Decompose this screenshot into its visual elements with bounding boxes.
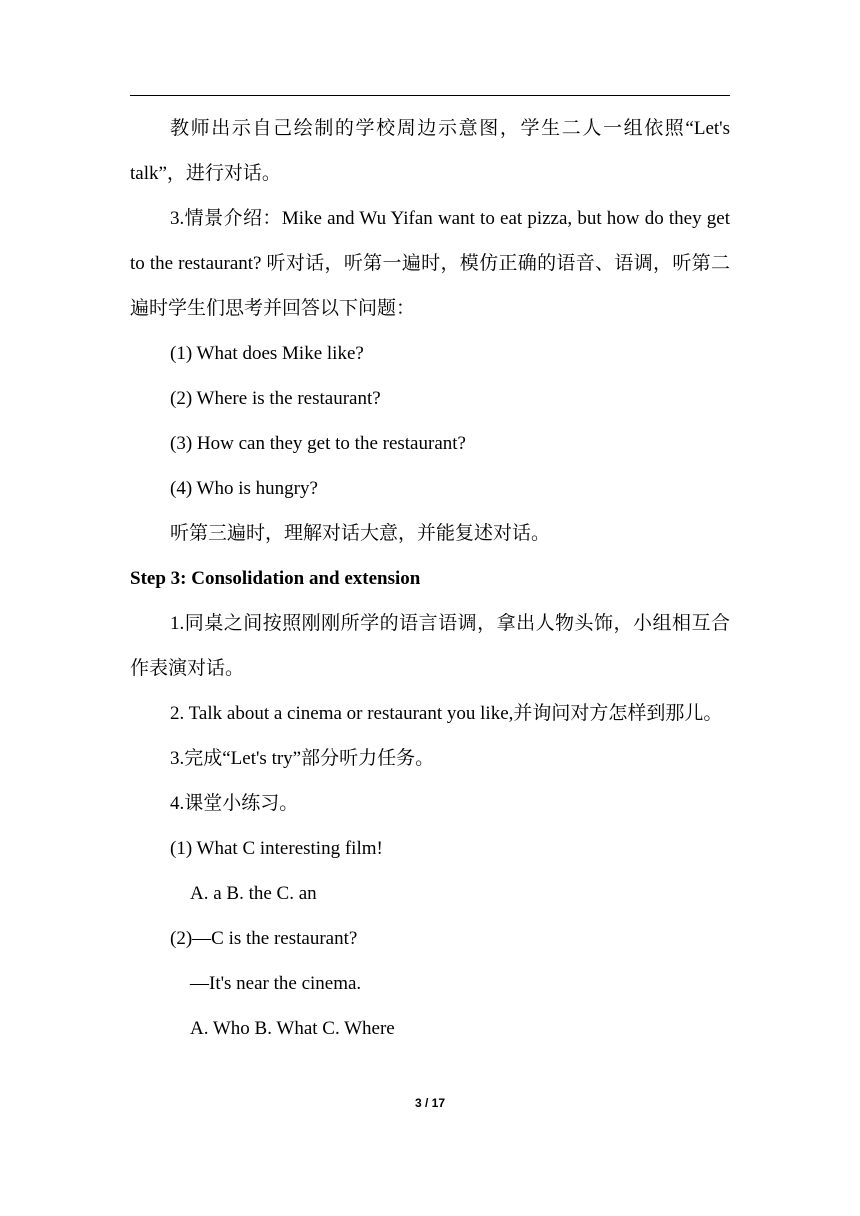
- question-item: (4) Who is hungry?: [170, 478, 318, 499]
- paragraph: 3.完成“Let's try”部分听力任务。: [170, 748, 435, 769]
- exercise-answer-line: —It's near the cinema.: [190, 973, 362, 994]
- paragraph: 2. Talk about a cinema or restaurant you like,并询问对方怎样到那儿。: [170, 703, 723, 724]
- question-item: (2) Where is the restaurant?: [170, 388, 381, 409]
- header-rule: [130, 95, 730, 96]
- page-number: 3 / 17: [414, 1096, 446, 1110]
- question-item: (3) How can they get to the restaurant?: [170, 433, 466, 454]
- section-heading: Step 3: Consolidation and extension: [130, 568, 421, 589]
- exercise-question: (1) What C interesting film!: [170, 838, 383, 859]
- exercise-options: A. a B. the C. an: [190, 883, 317, 904]
- paragraph: 教师出示自己绘制的学校周边示意图，学生二人一组依照“Let's talk”，进行对话。: [130, 118, 730, 184]
- exercise-question: (2)—C is the restaurant?: [170, 928, 358, 949]
- paragraph: 听第三遍时，理解对话大意，并能复述对话。: [170, 523, 551, 544]
- paragraph: 4.课堂小练习。: [170, 793, 299, 814]
- paragraph: 3.情景介绍：Mike and Wu Yifan want to eat pizza, but how do they get to the restaurant? 听对话，听第一遍时，模仿正确的语音、语调，听第二遍时学生们思考并回答以下问题：: [130, 208, 730, 319]
- exercise-options: A. Who B. What C. Where: [190, 1018, 395, 1039]
- question-item: (1) What does Mike like?: [170, 343, 364, 364]
- document-body: [130, 106, 730, 1051]
- paragraph: 1.同桌之间按照刚刚所学的语言语调，拿出人物头饰，小组相互合作表演对话。: [130, 613, 730, 679]
